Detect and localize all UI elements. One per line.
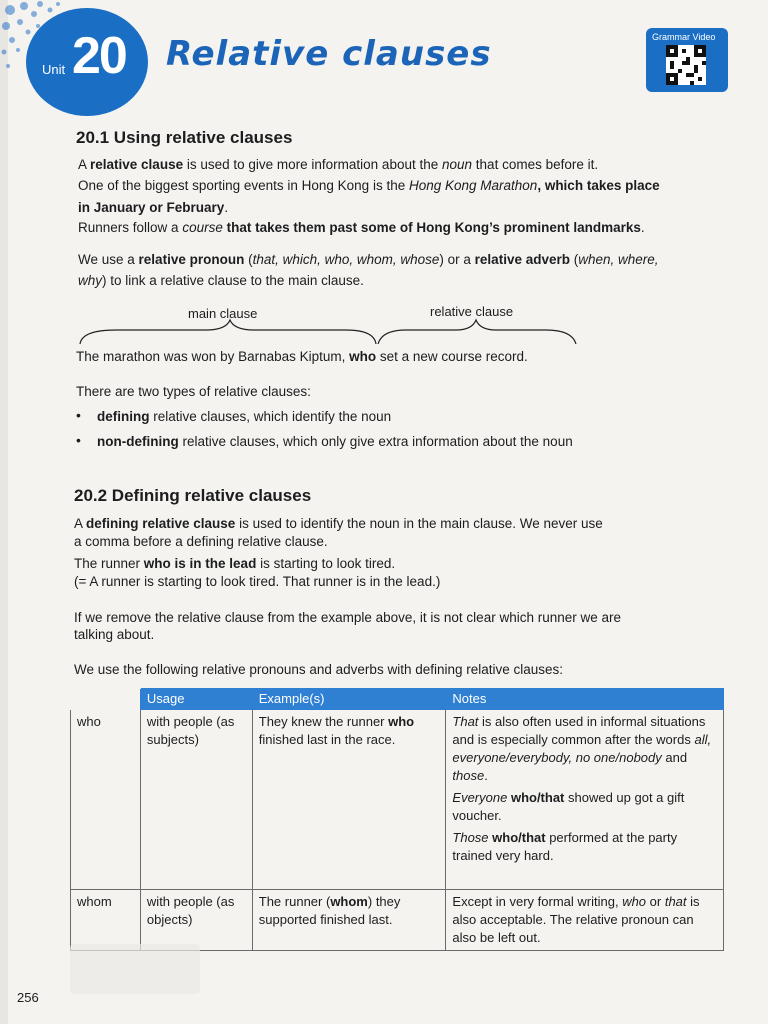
paragraph-line: Runners follow a course that takes them past some of Hong Kong’s prominent landmarks.: [78, 220, 645, 235]
table-cell-notes: Except in very formal writing, who or that is also acceptable. The relative pronoun can also be left out.: [446, 890, 724, 951]
relative-pronoun-table: [70, 688, 724, 951]
note-example: Those who/that performed at the party trained very hard.: [452, 830, 678, 863]
paragraph-line: talking about.: [74, 627, 155, 642]
bullet-icon: •: [76, 432, 81, 448]
table-header: [71, 689, 141, 710]
table-header-row: [71, 689, 724, 710]
table-header: Usage: [140, 689, 252, 710]
page-number: 256: [17, 990, 39, 1005]
paragraph-line: One of the biggest sporting events in Hong Kong is the Hong Kong Marathon, which takes place: [78, 178, 660, 193]
unit-label: Unit: [42, 62, 66, 77]
paragraph-line: We use a relative pronoun (that, which, who, whom, whose) or a relative adverb (when, where,: [78, 252, 659, 267]
paragraph-line: why) to link a relative clause to the main clause.: [78, 273, 364, 288]
page-edge: [0, 0, 8, 1024]
paragraph-line: A relative clause is used to give more information about the noun that comes before it.: [78, 157, 599, 172]
paragraph-line: If we remove the relative clause from the example above, it is not clear which runner we are: [74, 610, 622, 625]
table-cell-usage: with people (as objects): [140, 890, 252, 951]
paragraph-line: There are two types of relative clauses:: [76, 384, 311, 399]
table-cell-notes: [446, 710, 724, 890]
list-item: defining relative clauses, which identify the noun: [97, 409, 392, 424]
table-header: Example(s): [252, 689, 446, 710]
table-cell-example: They knew the runner who finished last in the race.: [252, 710, 446, 890]
bullet-icon: •: [76, 407, 81, 423]
unit-number: 20: [72, 27, 126, 85]
note-text: That is also often used in informal situations and is especially common after the words all, everyone/everybody, no one/nobody and those.: [452, 714, 712, 783]
paragraph-line: A defining relative clause is used to identify the noun in the main clause. We never use: [74, 516, 603, 531]
table-row: [71, 890, 724, 951]
section-heading-20-2: 20.2 Defining relative clauses: [74, 486, 312, 505]
paragraph-line: (= A runner is starting to look tired. That runner is in the lead.): [74, 574, 441, 589]
chapter-title: Relative clauses: [166, 34, 492, 74]
paragraph-line: in January or February.: [78, 200, 229, 215]
main-clause-label: main clause: [188, 306, 258, 321]
table-cell-word: who: [71, 710, 141, 890]
table-cell-example: The runner (whom) they supported finished last.: [252, 890, 446, 951]
paragraph-line: The runner who is in the lead is starting to look tired.: [74, 556, 396, 571]
grammar-video-label: Grammar Video: [652, 32, 716, 42]
note-example: Everyone who/that showed up got a gift voucher.: [452, 790, 685, 823]
grammar-video-button[interactable]: [646, 28, 728, 92]
paragraph-line: a comma before a defining relative clause.: [74, 534, 328, 549]
table-cell-word: whom: [71, 890, 141, 951]
section-heading-20-1: 20.1 Using relative clauses: [76, 128, 293, 147]
example-sentence: The marathon was won by Barnabas Kiptum, who set a new course record.: [76, 349, 528, 364]
table-row: [71, 710, 724, 890]
bleed-through-image: [70, 944, 200, 994]
relative-clause-label: relative clause: [430, 304, 514, 319]
list-item: non-defining relative clauses, which only give extra information about the noun: [97, 434, 573, 449]
qr-code-icon: [666, 45, 706, 85]
table-header: Notes: [446, 689, 724, 710]
clause-brackets: [76, 318, 586, 348]
table-cell-usage: with people (as subjects): [140, 710, 252, 890]
paragraph-line: We use the following relative pronouns and adverbs with defining relative clauses:: [74, 662, 564, 677]
